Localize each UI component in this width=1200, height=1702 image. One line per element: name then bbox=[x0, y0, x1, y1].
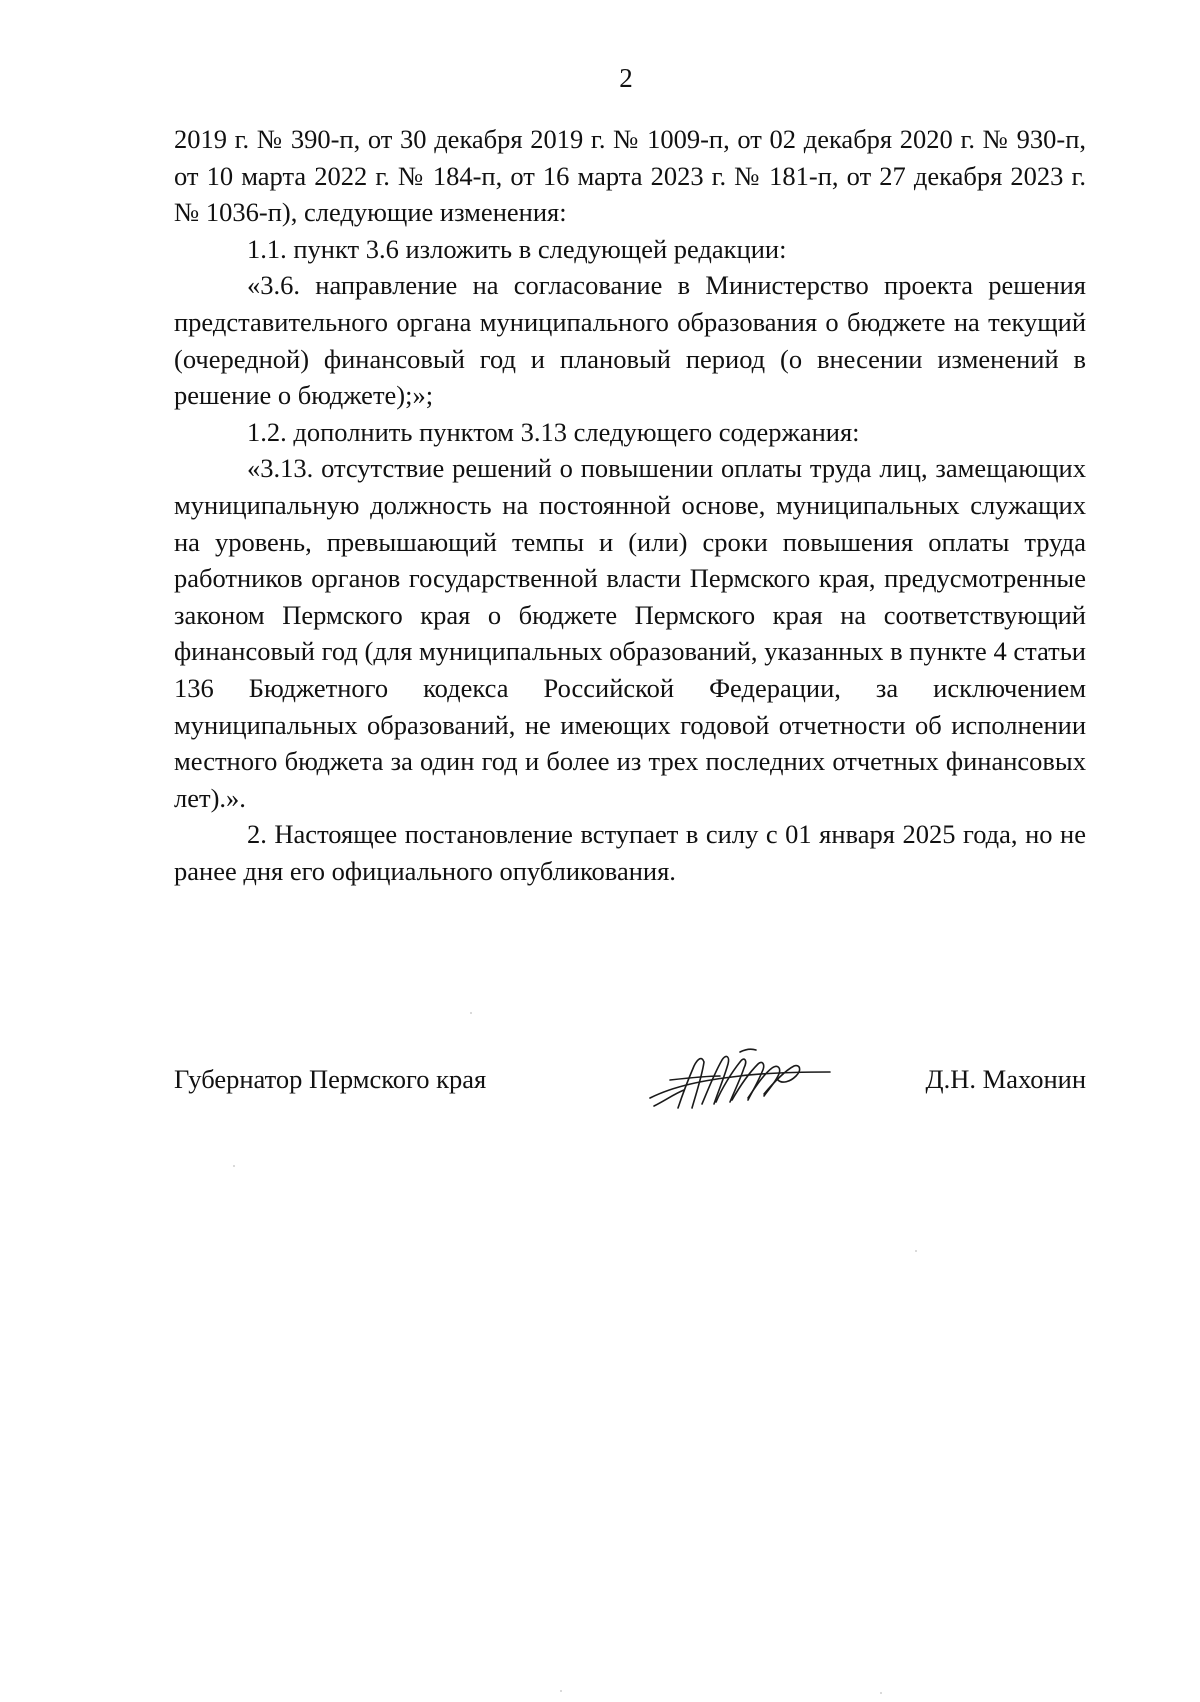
signature-block bbox=[174, 1046, 1086, 1116]
paragraph-item-3-13: «3.13. отсутствие решений о повышении оплаты труда лиц, замещающих муниципальную должность на постоянной основе, муниципальных служащих на уровень, превышающий темпы и (или) сроки повышения оплаты труда работников органов государственной власти Пермского края, предусмотренные законом Пермского края о бюджете Пермского края на соответствующий финансовый год (для муниципальных образований, указанных в пункте 4 статьи 136 Бюджетного кодекса Российской Федерации, за исключением муниципальных образований, не имеющих годовой отчетности об исполнении местного бюджета за один год и более из трех последних отчетных финансовых лет).». bbox=[174, 453, 1086, 813]
paragraph-item-1-2: 1.2. дополнить пунктом 3.13 следующего содержания: bbox=[247, 416, 860, 447]
paragraph-item-3-6: «3.6. направление на согласование в Министерство проекта решения представительного органа муниципального образования о бюджете на текущий (очередной) финансовый год и плановый период (о внесении изменений в решение о бюджете);»; bbox=[174, 270, 1086, 411]
handwritten-signature-image bbox=[644, 1046, 834, 1114]
scan-speck bbox=[233, 1165, 235, 1167]
signatory-position: Губернатор Пермского края bbox=[174, 1064, 487, 1094]
page-number: 2 bbox=[619, 63, 633, 93]
paragraph-amendment-list: 2019 г. № 390-п, от 30 декабря 2019 г. № 1009-п, от 02 декабря 2020 г. № 930-п, от 10 марта 2022 г. № 184-п, от 16 марта 2023 г. № 181-п, от 27 декабря 2023 г. № 1036-п), следующие изменения: bbox=[174, 124, 1086, 228]
document-body bbox=[174, 121, 1086, 889]
paragraph-item-2-effective-date: 2. Настоящее постановление вступает в силу с 01 января 2025 года, но не ранее дня его официального опубликования. bbox=[174, 819, 1086, 886]
paragraph-item-1-1: 1.1. пункт 3.6 изложить в следующей редакции: bbox=[247, 233, 787, 264]
scan-speck bbox=[560, 1690, 562, 1692]
scan-speck bbox=[915, 1250, 917, 1252]
scan-speck bbox=[470, 1012, 472, 1014]
signatory-name: Д.Н. Махонин bbox=[925, 1064, 1086, 1094]
scan-speck bbox=[880, 1692, 882, 1694]
